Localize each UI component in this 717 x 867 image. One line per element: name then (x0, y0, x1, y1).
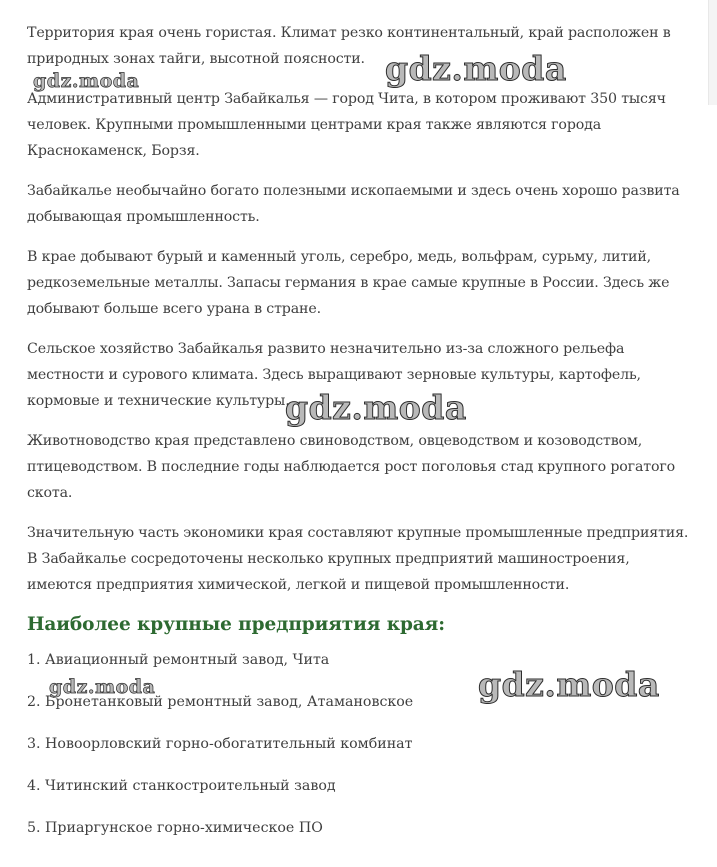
paragraph-mining: В крае добывают бурый и каменный уголь, серебро, медь, вольфрам, сурьму, литий, редкоземельные металлы. Запасы германия в крае самые крупные в России. Здесь же добывают больше всего урана в стране. (27, 249, 670, 317)
paragraph-terrain: Территория края очень гористая. Климат резко континентальный, край расположен в природных зонах тайги, высотной поясности. (27, 25, 671, 67)
list-item: 3. Новоорловский горно-обогатительный комбинат (27, 736, 413, 752)
list-item: 1. Авиационный ремонтный завод, Чита (27, 652, 330, 668)
list-item: 4. Читинский станкостроительный завод (27, 778, 336, 794)
article-content (27, 20, 692, 841)
paragraph-admin-center: Административный центр Забайкалья — город Чита, в котором проживают 350 тысяч человек. Крупными промышленными центрами края также являются города Краснокаменск, Борзя. (27, 91, 666, 159)
paragraph-livestock: Животноводство края представлено свиноводством, овцеводством и козоводством, птицеводством. В последние годы наблюдается рост поголовья стад крупного рогатого скота. (27, 433, 676, 501)
list-item: 5. Приаргунское горно-химическое ПО (27, 820, 323, 836)
scrollbar-edge[interactable] (708, 0, 717, 105)
paragraph-agriculture: Сельское хозяйство Забайкалья развито незначительно из-за сложного рельефа местности и сурового климата. Здесь выращивают зерновые культуры, картофель, кормовые и технические культуры. (27, 341, 641, 409)
section-heading: Наиболее крупные предприятия края: (27, 614, 445, 635)
watermark: gdz.moda (385, 49, 567, 88)
paragraph-industry: Значительную часть экономики края составляют крупные промышленные предприятия. В Забайкалье сосредоточены несколько крупных предприятий машиностроения, имеются предприятия химической, легкой и пищевой промышленности. (27, 525, 689, 593)
watermark: gdz.moda (49, 676, 156, 698)
watermark: gdz.moda (285, 388, 467, 427)
watermark: gdz.moda (33, 70, 140, 92)
watermark: gdz.moda (478, 665, 660, 704)
list-item: 2. Бронетанковый ремонтный завод, Атамановское (27, 694, 414, 710)
paragraph-minerals: Забайкалье необычайно богато полезными ископаемыми и здесь очень хорошо развита добывающая промышленность. (27, 183, 680, 225)
